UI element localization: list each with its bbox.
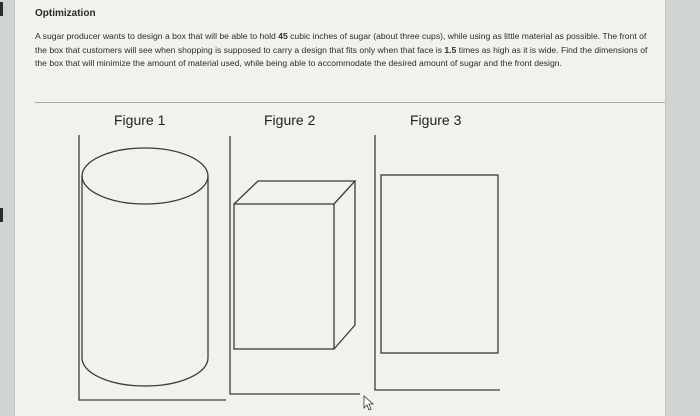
- section-heading: Optimization: [35, 8, 96, 19]
- front-face-rectangle: [381, 175, 498, 353]
- cylinder-shape: [82, 148, 208, 386]
- figure-1-label: Figure 1: [114, 112, 166, 128]
- problem-text-3: times as high as it is wide. Find the dimensions of the box that will minimize the amount of material used, while being able to accommodate the desired amount of sugar and the front design.: [35, 44, 648, 69]
- problem-text-1: A sugar producer wants to design a box that will be able to hold: [35, 31, 279, 41]
- problem-text-2: cubic inches of sugar (about three cups), while using as little material as possible. The front of the box that customers will see when shopping is supposed to carry a design that fits only when that face is: [35, 31, 647, 55]
- ratio-value: 1.5: [444, 44, 457, 55]
- figure-2-label: Figure 2: [264, 112, 316, 128]
- box-shape: [234, 181, 355, 349]
- volume-value: 45: [278, 31, 288, 41]
- figure-1-frame: [79, 135, 226, 400]
- figure-3-label: Figure 3: [410, 112, 462, 128]
- figure-3-frame: [375, 135, 500, 390]
- mouse-cursor-icon: [364, 396, 373, 410]
- figure-2-frame: [230, 136, 360, 394]
